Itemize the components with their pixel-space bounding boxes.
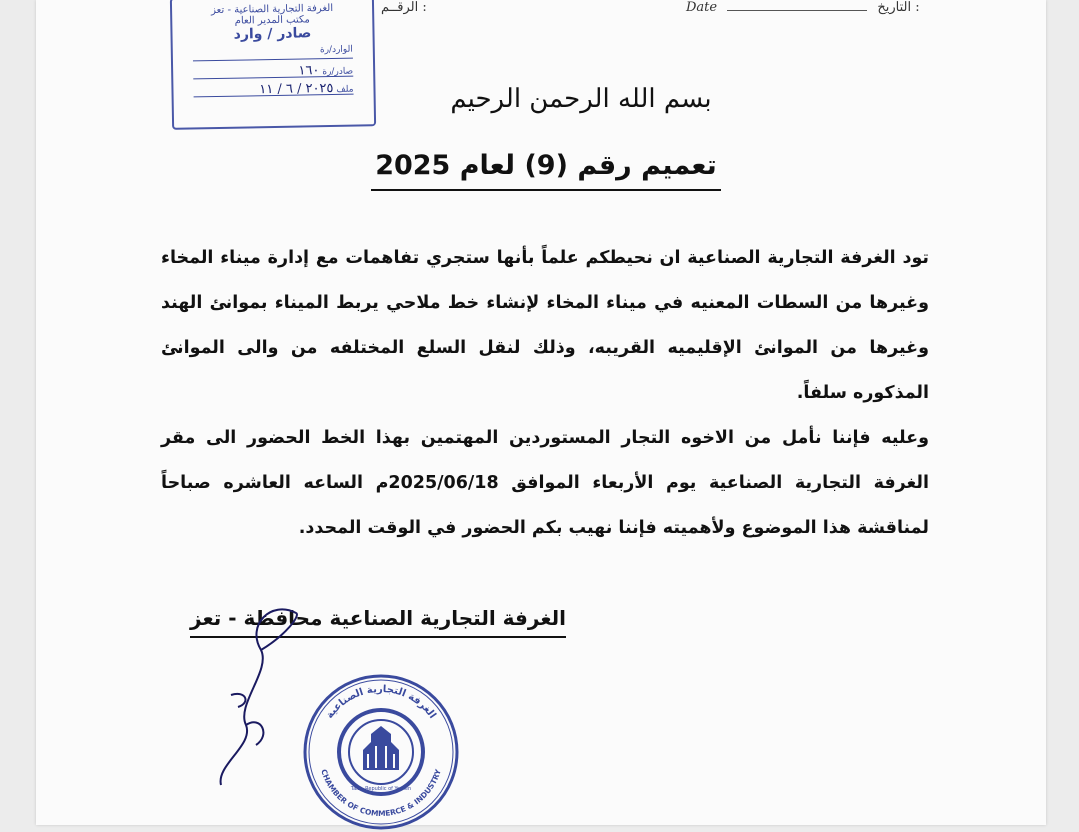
number-label-ar: الرقــم : (381, 0, 427, 15)
stamp-row-outgoing (193, 63, 353, 80)
circular-title (366, 150, 726, 181)
stamp-row-outgoing-value: ١٦٠ (298, 63, 320, 79)
stamp-row-incoming (193, 45, 353, 62)
stamp-row-file-label: ملف (336, 84, 354, 95)
body-paragraph-2: وعليه فإننا نأمل من الاخوه التجار المستوردين المهتمين بهذا الخط الحضور الى مقر الغرفة التجارية الصناعية يوم الأربعاء الموافق 2025/06/18م الساعه العاشره صباحاً لمناقشة هذا الموضوع ولأهميته فإننا نهيب بكم الحضور في الوقت المحدد. (161, 428, 929, 538)
stamp-line-2: مكتب المدير العام (234, 14, 310, 27)
date-label-en: Date (686, 0, 718, 15)
circular-body (161, 236, 929, 551)
number-line (381, 0, 427, 15)
date-label-ar: التاريخ : (877, 0, 920, 15)
official-seal (301, 672, 461, 832)
seal-english-text: CHAMBER OF COMMERCE & INDUSTRY (319, 768, 443, 819)
stamp-row-incoming-label: الوارد/رة (319, 44, 353, 56)
seal-city-text: Taiz - Republic of Yemen (350, 786, 412, 792)
body-paragraph-1: تود الغرفة التجارية الصناعية ان نحيطكم علماً بأنها ستجري تفاهمات مع إدارة ميناء المخاء وغيرها من السطات المعنيه في ميناء المخاء لإنشاء خط ملاحي يربط الميناء بموانئ الهند وغيرها من الموانئ الإقليميه القريبه، وذلك لنقل السلع المختلفه من والى الموانئ المذكوره سلفاً. (161, 248, 929, 403)
date-value (727, 10, 867, 11)
registration-stamp (170, 0, 376, 130)
stamp-line-1: الغرفة التجارية الصناعية - تعز (210, 2, 334, 17)
seal-arabic-text: الغرفة التجارية الصناعية (324, 683, 438, 721)
signature-title-text: الغرفة التجارية الصناعية محافظة - تعز (190, 606, 566, 638)
stamp-row-file (193, 81, 353, 98)
circular-title-text: تعميم رقم (9) لعام 2025 (371, 150, 721, 191)
stamp-row-outgoing-label: صادر/رة (322, 66, 354, 78)
date-line (686, 0, 920, 15)
document-page (36, 0, 1046, 825)
basmala: بسم الله الرحمن الرحيم (450, 84, 712, 114)
stamp-row-file-value: ٢٠٢٥ / ٦ / ١١ (259, 80, 334, 98)
stamp-line-3: صادر / وارد (233, 25, 312, 43)
